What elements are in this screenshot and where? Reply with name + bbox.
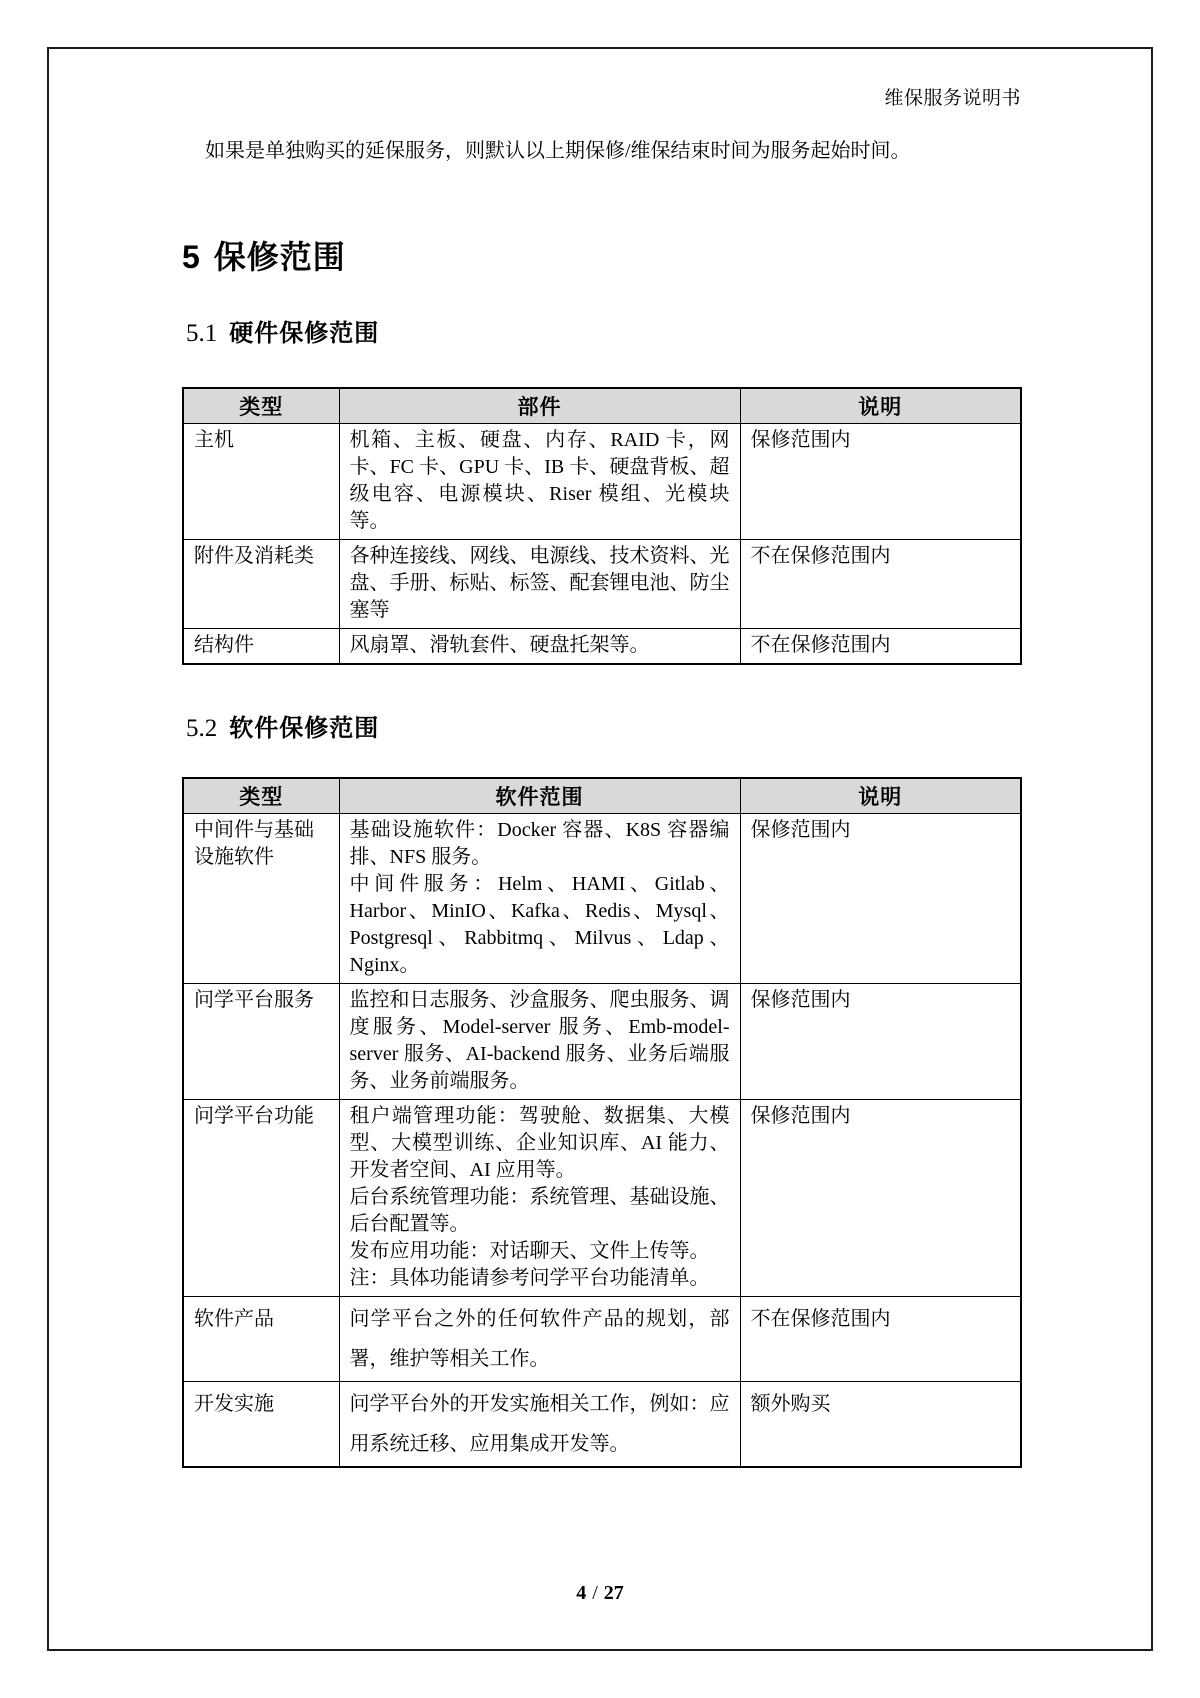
header-cell-type: 类型 [183,388,339,424]
header-cell-note: 说明 [740,388,1021,424]
cell-type: 主机 [183,424,339,540]
subsection-number: 5.1 [186,320,218,347]
cell-note: 保修范围内 [740,984,1021,1100]
table-row [183,424,1021,540]
cell-scope: 基础设施软件：Docker 容器、K8S 容器编排、NFS 服务。 中间件服务：Helm、HAMI、Gitlab、Harbor、MinIO、Kafka、Redis、Mysql、Postgresql、Rabbitmq、Milvus、Ldap、Nginx。 [339,814,740,984]
cell-scope: 租户端管理功能：驾驶舱、数据集、大模型、大模型训练、企业知识库、AI 能力、开发者空间、AI 应用等。 后台系统管理功能：系统管理、基础设施、后台配置等。 发布应用功能：对话聊天、文件上传等。 注：具体功能请参考问学平台功能清单。 [339,1100,740,1297]
cell-note: 额外购买 [740,1382,1021,1468]
cell-type: 问学平台功能 [183,1100,339,1297]
intro-paragraph: 如果是单独购买的延保服务，则默认以上期保修/维保结束时间为服务起始时间。 [205,140,911,162]
table-row [183,629,1021,665]
header-cell-note: 说明 [740,778,1021,814]
cell-note: 不在保修范围内 [740,629,1021,665]
cell-scope: 问学平台外的开发实施相关工作，例如：应用系统迁移、应用集成开发等。 [339,1382,740,1468]
table-header-row [183,388,1021,424]
section-number: 5 [182,239,200,275]
table-row [183,1100,1021,1297]
cell-note: 保修范围内 [740,814,1021,984]
cell-note: 保修范围内 [740,424,1021,540]
cell-note: 保修范围内 [740,1100,1021,1297]
table-header-row [183,778,1021,814]
table-row [183,984,1021,1100]
cell-type: 软件产品 [183,1297,339,1382]
software-warranty-table [182,777,1022,1468]
section-title: 保修范围 [213,239,346,275]
header-cell-scope: 软件范围 [339,778,740,814]
document-header-title: 维保服务说明书 [884,88,1021,109]
subsection-number: 5.2 [186,715,218,742]
cell-scope: 问学平台之外的任何软件产品的规划，部署，维护等相关工作。 [339,1297,740,1382]
cell-type: 问学平台服务 [183,984,339,1100]
subsection-heading-software [186,708,379,743]
table-row [183,1382,1021,1468]
page-footer [0,1582,1200,1605]
section-heading [182,232,346,278]
subsection-heading-hardware [186,313,379,348]
header-cell-type: 类型 [183,778,339,814]
cell-type: 中间件与基础设施软件 [183,814,339,984]
cell-note: 不在保修范围内 [740,1297,1021,1382]
cell-note: 不在保修范围内 [740,540,1021,629]
cell-parts: 风扇罩、滑轨套件、硬盘托架等。 [339,629,740,665]
cell-type: 附件及消耗类 [183,540,339,629]
cell-parts: 机箱、主板、硬盘、内存、RAID 卡，网卡、FC 卡、GPU 卡、IB 卡、硬盘背板、超级电容、电源模块、Riser 模组、光模块等。 [339,424,740,540]
cell-scope: 监控和日志服务、沙盒服务、爬虫服务、调度服务、Model-server 服务、Emb-model-server 服务、AI-backend 服务、业务后端服务、业务前端服务。 [339,984,740,1100]
page-number-current: 4 [576,1582,587,1604]
subsection-title: 软件保修范围 [229,715,380,742]
table-row [183,1297,1021,1382]
page-number-separator: / [592,1582,598,1604]
cell-parts: 各种连接线、网线、电源线、技术资料、光盘、手册、标贴、标签、配套锂电池、防尘塞等 [339,540,740,629]
table-row [183,540,1021,629]
header-cell-parts: 部件 [339,388,740,424]
subsection-title: 硬件保修范围 [229,320,380,347]
hardware-warranty-table [182,387,1022,665]
cell-type: 开发实施 [183,1382,339,1468]
page-number-total: 27 [603,1582,624,1604]
table-row [183,814,1021,984]
cell-type: 结构件 [183,629,339,665]
